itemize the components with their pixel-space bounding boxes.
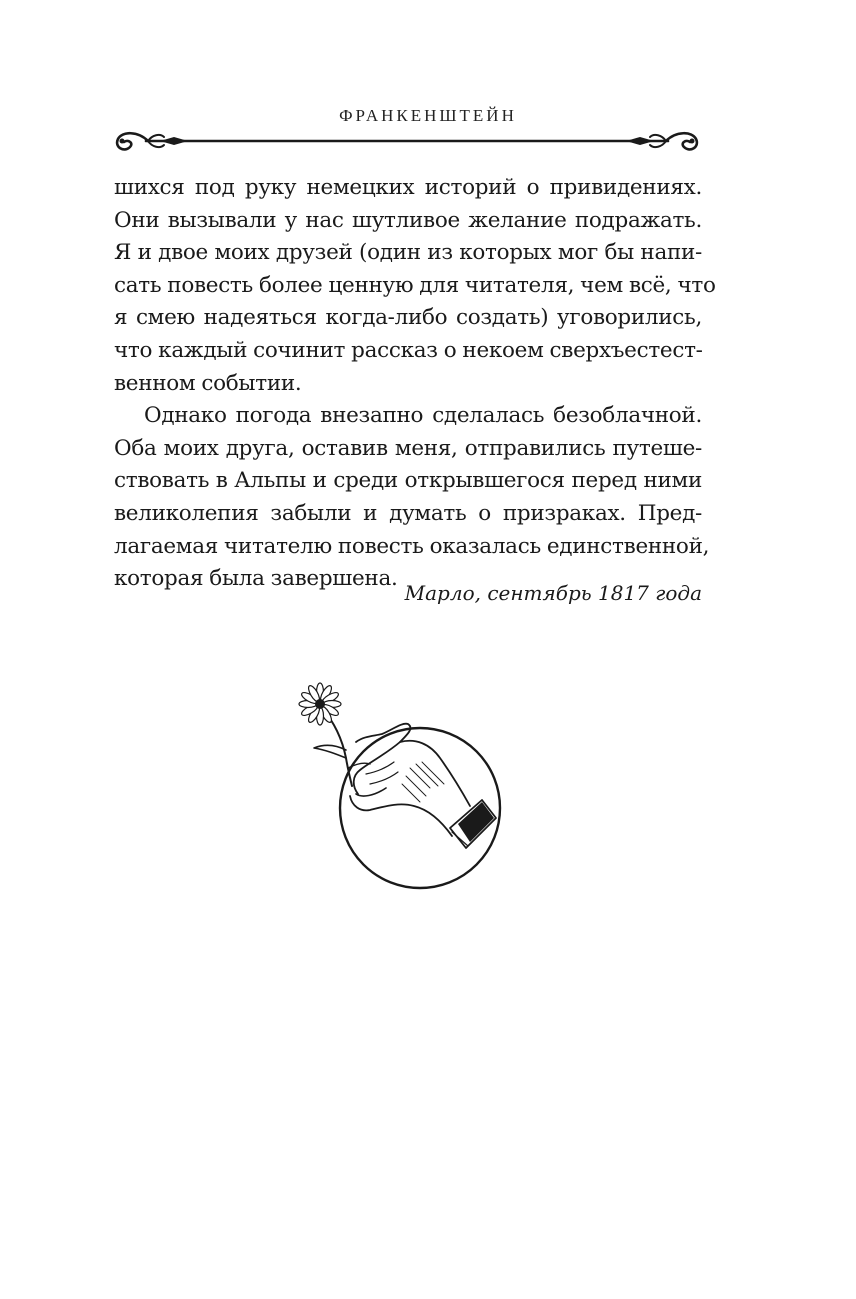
signature: Марло, сентябрь 1817 года — [404, 581, 702, 605]
text-line: ствовать в Альпы и среди открывшегося перед ними — [114, 468, 702, 494]
text-line: Я и двое моих друзей (один из которых мог бы напи- — [114, 240, 702, 266]
hand-holding-daisy-icon — [290, 678, 510, 892]
ornamental-divider-icon — [108, 127, 706, 157]
running-title: ФРАНКЕНШТЕЙН — [339, 106, 517, 125]
text-line: я смею надеяться когда-либо создать) уговорились, — [114, 305, 702, 331]
paragraph-1 — [114, 172, 716, 400]
body-text — [114, 172, 716, 596]
text-line: Они вызывали у нас шутливое желание подражать. — [114, 207, 702, 233]
text-line: которая была завершена. — [114, 566, 398, 592]
text-line: венном событии. — [114, 370, 302, 396]
text-line: что каждый сочинит рассказ о некоем сверхъестест- — [114, 337, 703, 363]
text-line: сать повесть более ценную для читателя, чем всё, что — [114, 272, 716, 298]
text-line: Оба моих друга, оставив меня, отправились путеше- — [114, 435, 702, 461]
text-line: Однако погода внезапно сделалась безоблачной. — [144, 403, 702, 429]
text-line: шихся под руку немецких историй о привидениях. — [114, 175, 702, 200]
paragraph-2 — [114, 400, 710, 596]
text-line: великолепия забыли и думать о призраках. Пред- — [114, 500, 702, 526]
text-line: лагаемая читателю повесть оказалась единственной, — [114, 533, 710, 559]
